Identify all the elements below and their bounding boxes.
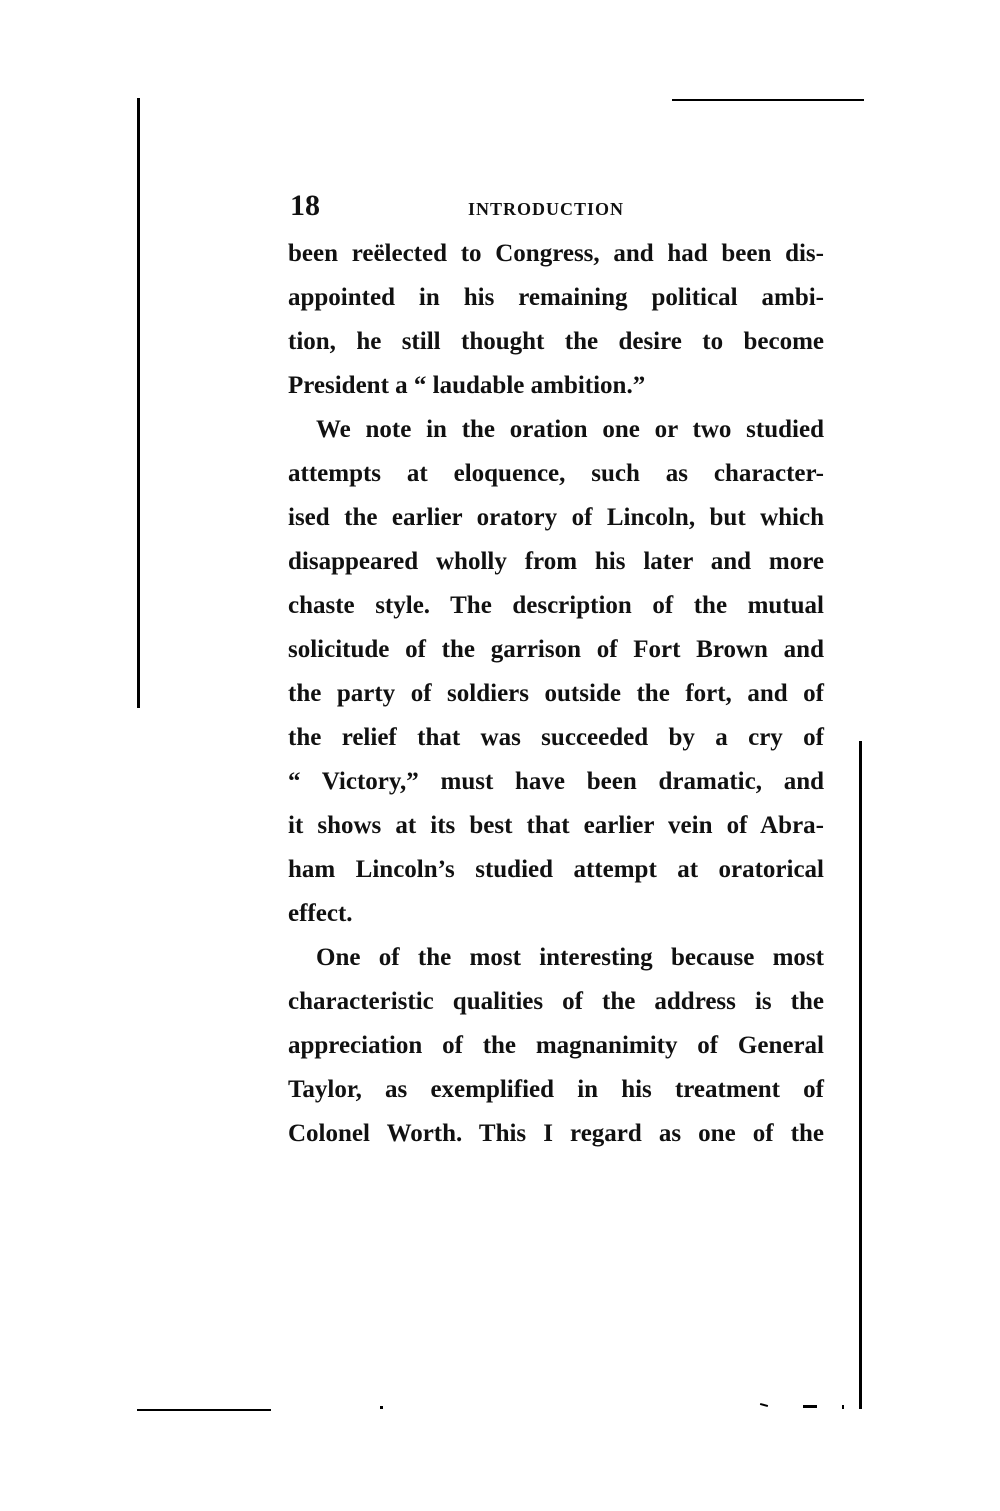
scan-speck xyxy=(842,1405,844,1409)
text-line: We note in the oration one or two studied xyxy=(316,416,824,443)
running-title: INTRODUCTION xyxy=(468,199,625,219)
text-line: effect. xyxy=(288,900,353,927)
text-line: been reëlected to Congress, and had been dis- xyxy=(288,240,824,267)
text-line: tion, he still thought the desire to become xyxy=(288,328,824,355)
scan-speck xyxy=(760,1403,768,1407)
text-line: characteristic qualities of the address is the xyxy=(288,988,824,1015)
text-line: chaste style. The description of the mutual xyxy=(288,592,824,619)
book-page xyxy=(288,188,824,1156)
text-line: the relief that was succeeded by a cry of xyxy=(288,724,824,751)
paragraph-3 xyxy=(288,936,824,1156)
text-line: One of the most interesting because most xyxy=(316,944,824,971)
running-head xyxy=(288,188,824,232)
scan-edge-bottom-rule xyxy=(137,1409,271,1411)
scan-edge-left-rule xyxy=(137,98,140,708)
scan-edge-top-rule xyxy=(672,99,864,101)
paragraph-2 xyxy=(288,408,824,936)
text-line: appointed in his remaining political ambi- xyxy=(288,284,824,311)
text-line: appreciation of the magnanimity of General xyxy=(288,1032,824,1059)
page-number: 18 xyxy=(290,189,320,222)
text-line: it shows at its best that earlier vein of Abra- xyxy=(288,812,824,839)
text-line: “ Victory,” must have been dramatic, and xyxy=(288,768,824,795)
scan-speck xyxy=(803,1405,817,1408)
text-line: the party of soldiers outside the fort, and of xyxy=(288,680,824,707)
text-line: attempts at eloquence, such as character- xyxy=(288,460,824,487)
text-line: President a “ laudable ambition.” xyxy=(288,372,646,399)
text-line: ised the earlier oratory of Lincoln, but which xyxy=(288,504,824,531)
text-line: Taylor, as exemplified in his treatment of xyxy=(288,1076,824,1103)
scan-speck xyxy=(380,1406,383,1409)
scan-edge-right-rule xyxy=(859,741,862,1409)
text-line: disappeared wholly from his later and more xyxy=(288,548,824,575)
paragraph-1 xyxy=(288,232,824,408)
text-line: ham Lincoln’s studied attempt at oratorical xyxy=(288,856,824,883)
text-line: Colonel Worth. This I regard as one of the xyxy=(288,1120,824,1147)
text-line: solicitude of the garrison of Fort Brown and xyxy=(288,636,824,663)
